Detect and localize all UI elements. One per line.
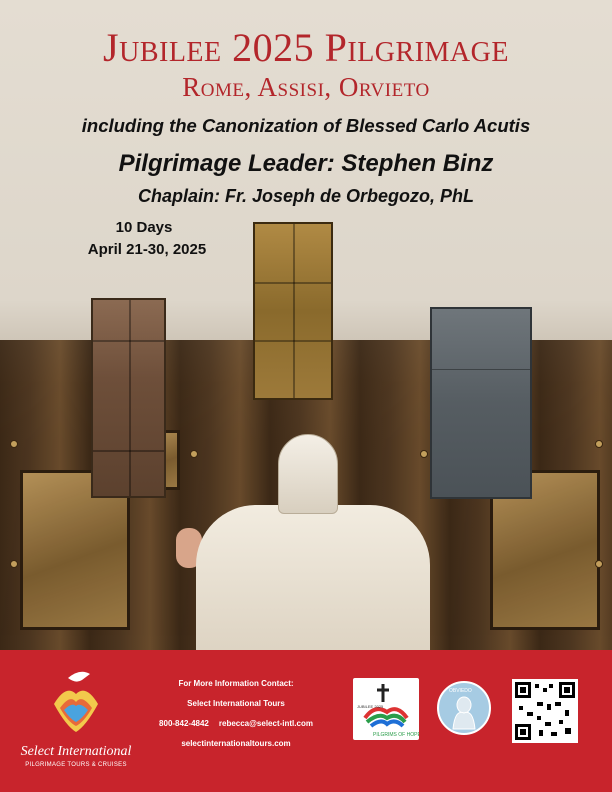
pope-vestment: [196, 505, 430, 655]
logo-tagline: PILGRIMAGE TOURS & CRUISES: [25, 762, 127, 768]
door-stud: [595, 560, 603, 568]
pilgrimage-leader: Pilgrimage Leader: Stephen Binz: [118, 150, 494, 177]
jubilee-logo-icon: [353, 678, 419, 740]
medallion-label: OBVIEDO: [449, 688, 472, 694]
bronze-panel-center: [253, 222, 333, 400]
trip-dates: April 21-30, 2025: [87, 241, 207, 258]
page-subtitle: Rome, Assisi, Orvieto: [182, 72, 430, 102]
pope-mitre: [278, 434, 338, 514]
page-title: Jubilee 2025 Pilgrimage: [103, 25, 509, 70]
bronze-panel-right: [430, 307, 532, 499]
chaplain-line: Chaplain: Fr. Joseph de Orbegozo, PhL: [137, 186, 475, 206]
website-link[interactable]: selectinternationaltours.com: [181, 739, 291, 748]
contact-heading: For More Information Contact:: [178, 679, 294, 688]
email-link[interactable]: rebecca@select-intl.com: [218, 719, 313, 728]
canonization-line: including the Canonization of Blessed Carlo Acutis: [81, 115, 531, 136]
door-stud: [190, 450, 198, 458]
door-stud: [10, 560, 18, 568]
company-name: Select International Tours: [187, 699, 285, 708]
contact-block: [136, 678, 336, 758]
trip-duration: 10 Days: [115, 219, 173, 236]
jubilee-motto: PILGRIMS OF HOPE: [373, 732, 419, 738]
jubilee-year: JUBILEE 2025: [357, 704, 384, 709]
bronze-panel-left: [91, 298, 166, 498]
qr-code-icon[interactable]: [512, 679, 578, 743]
dove-hands-logo-icon: [46, 664, 106, 734]
phone-number[interactable]: 800-842-4842: [159, 719, 209, 728]
door-stud: [420, 450, 428, 458]
logo-name: Select International: [20, 744, 132, 759]
madonna-medallion-icon: [437, 681, 491, 735]
door-stud: [595, 440, 603, 448]
door-stud: [10, 440, 18, 448]
select-international-logo: [16, 664, 136, 768]
footer-band: [0, 650, 612, 792]
